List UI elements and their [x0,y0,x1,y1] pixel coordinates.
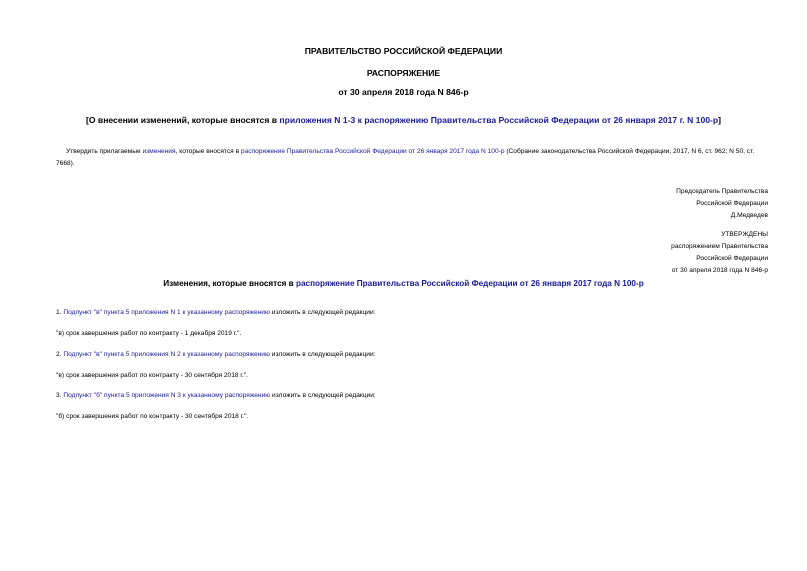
list-item [56,309,376,316]
item-number: 1. [56,309,64,316]
paragraph-text-2: , которые вносятся в [175,148,241,155]
item-quote: "в) срок завершения работ по контракту - 1 декабря 2019 г.". [56,330,242,337]
item-text: изложить в следующей редакции: [270,392,376,399]
item-link[interactable]: Подпункт "в" пункта 5 приложения N 1 к указанному распоряжению [63,309,270,316]
item-number: 2. [56,351,64,358]
list-item [56,392,376,399]
item-link[interactable]: Подпункт "б" пункта 5 приложения N 3 к указанному распоряжению [63,392,271,399]
approval-line-4: от 30 апреля 2018 года N 846-р [671,267,768,274]
approval-block [468,229,768,277]
changes-title [0,279,807,288]
approval-line-3: Российской Федерации [696,255,768,262]
document-date-number: от 30 апреля 2018 года N 846-р [338,87,469,97]
item-quote: "в) срок завершения работ по контракту - 30 сентября 2018 г.". [56,372,248,379]
changes-title-prefix: Изменения, которые вносятся в [163,279,296,288]
order-link[interactable]: распоряжение Правительства Российской Федерации от 26 января 2017 года N 100-р [240,148,505,155]
approval-line-2: распоряжением Правительства [671,243,768,250]
document-title [0,115,807,125]
changes-title-link[interactable]: распоряжение Правительства Российской Федерации от 26 января 2017 года N 100-р [296,279,644,288]
approval-heading: УТВЕРЖДЕНЫ [721,231,768,238]
paragraph-text-3: (Собрание законодательства Российской Федерации, 2017, N 6, ст. 962; N 50, ст. 7668). [56,148,755,167]
list-item [56,351,376,358]
signature-name: Д.Медведев [730,212,768,219]
paragraph-text-1: Утвердить прилагаемые [66,148,143,155]
title-link[interactable]: приложения N 1-3 к распоряжению Правительства Российской Федерации от 26 января 2017 г. N 100-р [279,115,719,125]
item-number: 3. [56,392,64,399]
changes-link[interactable]: изменения [142,148,176,155]
government-heading: ПРАВИТЕЛЬСТВО РОССИЙСКОЙ ФЕДЕРАЦИИ [304,46,503,56]
item-text: изложить в следующей редакции: [269,309,376,316]
signature-country: Российской Федерации [696,200,768,207]
item-link[interactable]: Подпункт "в" пункта 5 приложения N 2 к указанному распоряжению [63,351,270,358]
main-paragraph [56,146,768,170]
title-suffix: ] [718,115,722,125]
signature-block [468,186,768,222]
signature-position: Председатель Правительства [676,188,768,195]
title-prefix: [О внесении изменений, которые вносятся в [85,115,280,125]
document-type: РАСПОРЯЖЕНИЕ [366,68,441,78]
item-text: изложить в следующей редакции: [269,351,376,358]
item-quote: "б) срок завершения работ по контракту - 30 сентября 2018 г.". [56,413,249,420]
